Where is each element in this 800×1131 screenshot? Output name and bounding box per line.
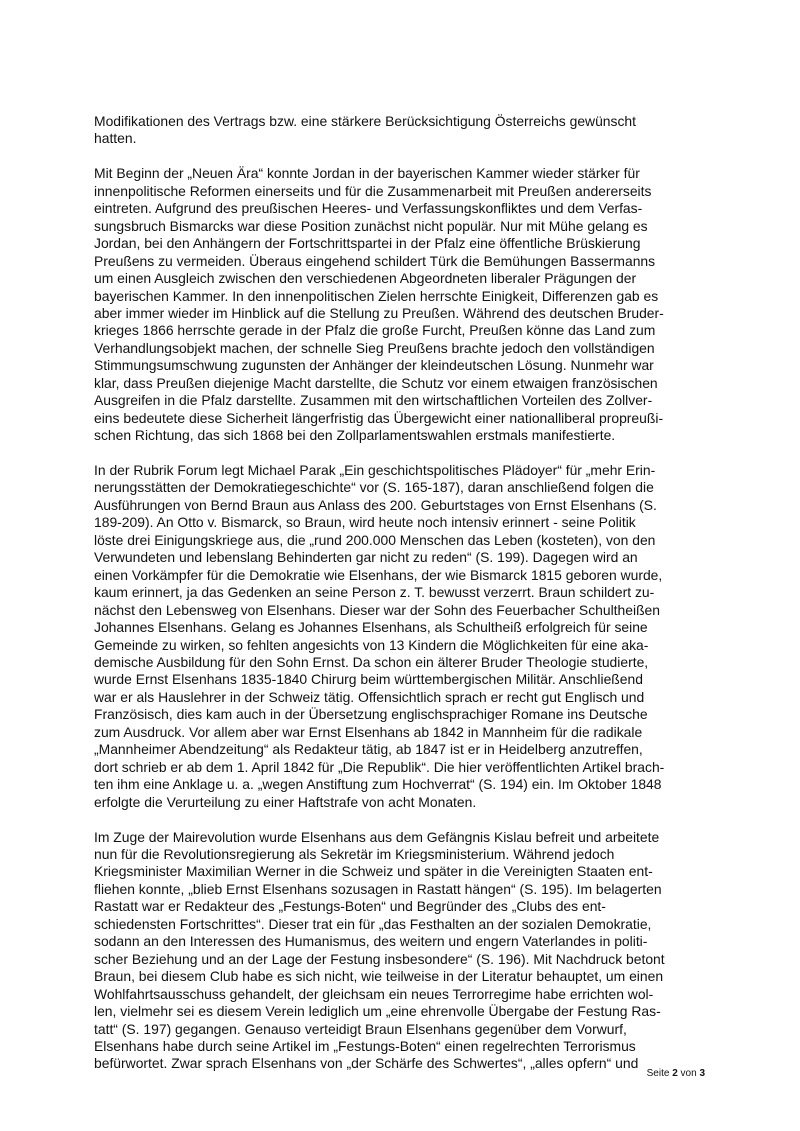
footer-separator: von	[680, 1068, 697, 1079]
page-body	[94, 113, 705, 1090]
footer-total-pages: 3	[699, 1068, 705, 1079]
page-footer	[647, 1068, 705, 1079]
paragraph-3: In der Rubrik Forum legt Michael Parak „Ein geschichtspolitisches Plädoyer“ für „mehr Erin- nerungsstätten der Demokratiegeschichte“ vor (S. 165-187), daran anschließend folgen die Ausführungen von Bernd Braun aus Anlass des 200. Geburtstages von Ernst Elsenhans (S. 189-209). An Otto v. Bismarck, so Braun, wird heute noch intensiv erinnert - seine Politik löste drei Einigungskriege aus, die „rund 200.000 Menschen das Leben (kosteten), von den Verwundeten und lebenslang Behinderten gar nicht zu reden“ (S. 199). Dagegen wird an einen Vorkämpfer für die Demokratie wie Elsenhans, der wie Bismarck 1815 geboren wurde, kaum erinnert, ja das Gedenken an seine Person z. T. bewusst verzerrt. Braun schildert zu- nächst den Lebensweg von Elsenhans. Dieser war der Sohn des Feuerbacher Schultheißen Johannes Elsenhans. Gelang es Johannes Elsenhans, als Schultheiß erfolgreich für seine Gemeinde zu wirken, so fehlten angesichts von 13 Kindern die Möglichkeiten für eine aka- demische Ausbildung für den Sohn Ernst. Da schon ein älterer Bruder Theologie studierte, wurde Ernst Elsenhans 1835-1840 Chirurg beim württembergischen Militär. Anschließend war er als Hauslehrer in der Schweiz tätig. Offensichtlich sprach er recht gut Englisch und Französisch, dies kam auch in der Übersetzung englischsprachiger Romane ins Deutsche zum Ausdruck. Vor allem aber war Ernst Elsenhans ab 1842 in Mannheim für die radikale „Mannheimer Abendzeitung“ als Redakteur tätig, ab 1847 ist er in Heidelberg anzutreffen, dort schrieb er ab dem 1. April 1842 für „Die Republik“. Die hier veröffentlichten Artikel brach- ten ihm eine Anklage u. a. „wegen Anstiftung zum Hochverrat“ (S. 194) ein. Im Oktober 1848 erfolgte die Verurteilung zu einer Haftstrafe von acht Monaten.	[94, 462, 665, 810]
footer-prefix: Seite	[646, 1068, 670, 1079]
footer-current-page: 2	[672, 1068, 678, 1079]
paragraph-1: Modifikationen des Vertrags bzw. eine stärkere Berücksichtigung Österreichs gewünscht hatten.	[94, 113, 637, 147]
paragraph-2: Mit Beginn der „Neuen Ära“ konnte Jordan in der bayerischen Kammer wieder stärker für innenpolitische Reformen einerseits und für die Zusammenarbeit mit Preußen andererseits eintreten. Aufgrund des preußischen Heeres- und Verfassungskonfliktes und dem Verfas- sungsbruch Bismarcks war diese Position zunächst nicht populär. Nur mit Mühe gelang es Jordan, bei den Anhängern der Fortschrittspartei in der Pfalz eine öffentliche Brüskierung Preußens zu vermeiden. Überaus eingehend schildert Türk die Bemühungen Bassermanns um einen Ausgleich zwischen den verschiedenen Abgeordneten liberaler Prägungen der bayerischen Kammer. In den innenpolitischen Zielen herrschte Einigkeit, Differenzen gab es aber immer wieder im Hinblick auf die Stellung zu Preußen. Während des deutschen Bruder- krieges 1866 herrschte gerade in der Pfalz die große Furcht, Preußen könne das Land zum Verhandlungsobjekt machen, der schnelle Sieg Preußens brachte jedoch den vollständigen Stimmungsumschwung zugunsten der Anhänger der kleindeutschen Lösung. Nunmehr war klar, dass Preußen diejenige Macht darstellte, die Schutz vor einem etwaigen französischen Ausgreifen in die Pfalz darstellte. Zusammen mit den wirtschaftlichen Vorteilen des Zollver- eins bedeutete diese Sicherheit längerfristig das Übergewicht einer nationalliberal propreußi- schen Richtung, das sich 1868 bei den Zollparlamentswahlen erstmals manifestierte.	[94, 165, 664, 444]
paragraph-4: Im Zuge der Mairevolution wurde Elsenhans aus dem Gefängnis Kislau befreit und arbeitete nun für die Revolutionsregierung als Sekretär im Kriegsministerium. Während jedoch Kriegsminister Maximilian Werner in die Schweiz und später in die Vereinigten Staaten ent- fliehen konnte, „blieb Ernst Elsenhans sozusagen in Rastatt hängen“ (S. 195). Im belagerten Rastatt war er Redakteur des „Festungs-Boten“ und Begründer des „Clubs des ent- schiedensten Fortschrittes“. Dieser trat ein für „das Festhalten an der sozialen Demokratie, sodann an den Interessen des Humanismus, des weitern und engern Vaterlandes in politi- scher Beziehung und an der Lage der Festung insbesondere“ (S. 196). Mit Nachdruck betont Braun, bei diesem Club habe es sich nicht, wie teilweise in der Literatur behauptet, um einen Wohlfahrtsausschuss gehandelt, der gleichsam ein neues Terrorregime habe errichten wol- len, vielmehr sei es diesem Verein lediglich um „eine ehrenvolle Übergabe der Festung Ras- tatt“ (S. 197) gegangen. Genauso verteidigt Braun Elsenhans gegenüber dem Vorwurf, Elsenhans habe durch seine Artikel im „Festungs-Boten“ einen regelrechten Terrorismus befürwortet. Zwar sprach Elsenhans von „der Schärfe des Schwertes“, „alles opfern“ und	[94, 828, 665, 1072]
